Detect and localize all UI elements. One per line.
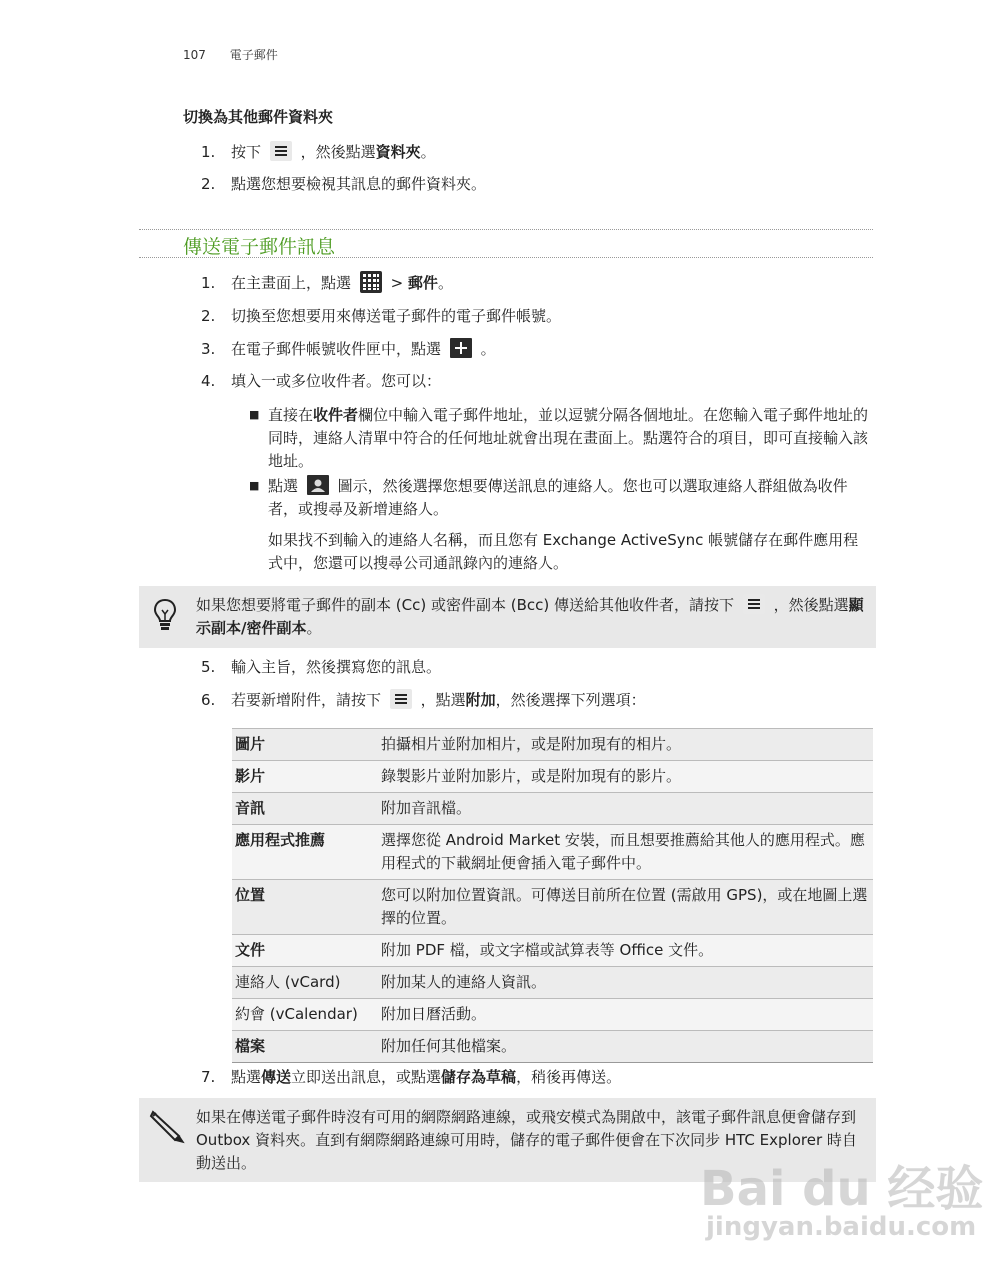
bullet-text-pre: 直接在 bbox=[268, 406, 314, 424]
baidu-watermark-url: jingyan.baidu.com bbox=[706, 1212, 977, 1242]
step-number: 6. bbox=[201, 691, 216, 709]
step-text: 立即送出訊息，或點選 bbox=[291, 1068, 442, 1086]
bullet-text-post: 圖示，然後選擇您想要傳送訊息的連絡人。您也可以選取連絡人群組做為收件者，或搜尋及新增連絡人。 bbox=[268, 477, 848, 518]
bullet-text bbox=[268, 475, 872, 521]
switch-folder-title: 切換為其他郵件資料夾 bbox=[183, 108, 334, 126]
section-title: 傳送電子郵件訊息 bbox=[183, 236, 336, 258]
step-text: ，然後點選 bbox=[300, 143, 376, 161]
step-text: 按下 bbox=[231, 143, 262, 161]
step-text: > bbox=[390, 274, 408, 292]
send-step-1 bbox=[0, 272, 989, 296]
step-bold: 附加 bbox=[465, 691, 496, 709]
option-key: 連絡人 (vCard) bbox=[232, 967, 378, 999]
send-step-4 bbox=[0, 370, 989, 394]
step-number: 2. bbox=[201, 175, 216, 193]
step-number: 3. bbox=[201, 340, 216, 358]
option-key: 音訊 bbox=[232, 793, 378, 825]
option-description: 附加日曆活動。 bbox=[378, 999, 873, 1031]
send-step-6 bbox=[0, 689, 989, 713]
option-description: 附加 PDF 檔，或文字檔或試算表等 Office 文件。 bbox=[378, 935, 873, 967]
option-description: 拍攝相片並附加相片，或是附加現有的相片。 bbox=[378, 729, 873, 761]
option-row bbox=[232, 935, 873, 967]
step-text: 填入一或多位收件者。您可以： bbox=[231, 372, 442, 390]
step-text: 在電子郵件帳號收件匣中，點選 bbox=[231, 340, 442, 358]
switch-step-1 bbox=[0, 141, 989, 165]
bullet-marker: ■ bbox=[249, 479, 260, 492]
note-text: 如果在傳送電子郵件時沒有可用的網際網路連線，或飛安模式為開啟中，該電子郵件訊息便會儲存到 Outbox 資料夾。直到有網際網路連線可用時，儲存的電子郵件便會在下次同步 HTC Explorer 時自動送出。 bbox=[196, 1108, 857, 1172]
step-number: 4. bbox=[201, 372, 216, 390]
send-step-3 bbox=[0, 338, 989, 362]
tip-text-pre: 如果您想要將電子郵件的副本 (Cc) 或密件副本 (Bcc) 傳送給其他收件者，請按下 bbox=[196, 596, 734, 614]
option-key: 影片 bbox=[232, 761, 378, 793]
lightbulb-icon bbox=[153, 598, 177, 632]
option-key: 應用程式推薦 bbox=[232, 825, 378, 880]
step-number: 7. bbox=[201, 1068, 216, 1086]
step-text: ，點選 bbox=[420, 691, 466, 709]
step-bold: 資料夾 bbox=[375, 143, 421, 161]
attachment-options-table bbox=[232, 728, 873, 1063]
step-text: 點選 bbox=[231, 1068, 262, 1086]
option-row bbox=[232, 761, 873, 793]
option-row bbox=[232, 999, 873, 1031]
option-key: 位置 bbox=[232, 880, 378, 935]
step-text: ，稍後再傳送。 bbox=[516, 1068, 622, 1086]
option-description: 附加音訊檔。 bbox=[378, 793, 873, 825]
step-text: 若要新增附件，請按下 bbox=[231, 691, 382, 709]
step-text: 點選您想要檢視其訊息的郵件資料夾。 bbox=[231, 175, 487, 193]
step-number: 5. bbox=[201, 658, 216, 676]
send-step-5 bbox=[0, 656, 989, 680]
step-number: 1. bbox=[201, 143, 216, 161]
contact-icon bbox=[307, 475, 329, 495]
send-step-2 bbox=[0, 305, 989, 329]
step-text: 。 bbox=[420, 143, 436, 161]
menu-icon bbox=[270, 141, 292, 161]
option-row bbox=[232, 880, 873, 935]
step-text: 在主畫面上，點選 bbox=[231, 274, 352, 292]
option-key: 檔案 bbox=[232, 1031, 378, 1063]
option-description: 附加某人的連絡人資訊。 bbox=[378, 967, 873, 999]
apps-grid-icon bbox=[360, 271, 382, 293]
option-key: 文件 bbox=[232, 935, 378, 967]
pencil-icon bbox=[149, 1108, 185, 1144]
option-row bbox=[232, 793, 873, 825]
option-row bbox=[232, 729, 873, 761]
section-divider-top bbox=[139, 229, 873, 230]
option-key: 圖片 bbox=[232, 729, 378, 761]
baidu-watermark-logo: Bai du 经验 bbox=[700, 1161, 984, 1217]
option-row bbox=[232, 825, 873, 880]
bullet-text-pre: 點選 bbox=[268, 477, 299, 495]
option-key: 約會 (vCalendar) bbox=[232, 999, 378, 1031]
step-bold: 儲存為草稿 bbox=[441, 1068, 517, 1086]
page-header bbox=[183, 46, 278, 63]
step-number: 1. bbox=[201, 274, 216, 292]
step-text: 切換至您想要用來傳送電子郵件的電子郵件帳號。 bbox=[231, 307, 562, 325]
tip-text-end: 。 bbox=[306, 619, 322, 637]
send-step-7 bbox=[0, 1066, 989, 1090]
step-bold: 傳送 bbox=[261, 1068, 292, 1086]
option-row bbox=[232, 967, 873, 999]
bullet-item-1 bbox=[0, 404, 989, 476]
bullet-text-post: 欄位中輸入電子郵件地址，並以逗號分隔各個地址。在您輸入電子郵件地址的同時，連絡人清單中符合的任何地址就會出現在畫面上。點選符合的項目，即可直接輸入該地址。 bbox=[268, 406, 869, 470]
switch-step-2 bbox=[0, 173, 989, 197]
step-bold: 郵件 bbox=[407, 274, 438, 292]
menu-icon bbox=[390, 689, 412, 709]
option-description: 附加任何其他檔案。 bbox=[378, 1031, 873, 1063]
step-text: 。 bbox=[437, 274, 453, 292]
option-description: 您可以附加位置資訊。可傳送目前所在位置 (需啟用 GPS)，或在地圖上選擇的位置。 bbox=[378, 880, 873, 935]
bullet-extra-paragraph: 如果找不到輸入的連絡人名稱，而且您有 Exchange ActiveSync 帳號儲存在郵件應用程式中，您還可以搜尋公司通訊錄內的連絡人。 bbox=[268, 531, 859, 572]
step-text: ，然後選擇下列選項： bbox=[495, 691, 646, 709]
option-description: 錄製影片並附加影片，或是附加現有的影片。 bbox=[378, 761, 873, 793]
option-row bbox=[232, 1031, 873, 1063]
menu-icon bbox=[743, 594, 765, 614]
section-divider-bottom bbox=[139, 257, 873, 258]
bullet-marker: ■ bbox=[249, 408, 260, 421]
tip-text bbox=[196, 594, 864, 640]
option-description: 選擇您從 Android Market 安裝，而且想要推薦給其他人的應用程式。應用程式的下載網址便會插入電子郵件中。 bbox=[378, 825, 873, 880]
bullet-bold: 收件者 bbox=[313, 406, 359, 424]
chapter-title: 電子郵件 bbox=[229, 48, 278, 62]
tip-box bbox=[139, 586, 876, 648]
step-text: 輸入主旨，然後撰寫您的訊息。 bbox=[231, 658, 442, 676]
step-text: 。 bbox=[480, 340, 496, 358]
bullet-item-2 bbox=[0, 475, 989, 525]
add-icon bbox=[450, 338, 472, 358]
bullet-text bbox=[268, 404, 872, 473]
page-number: 107 bbox=[183, 48, 206, 62]
tip-text-post: ，然後點選 bbox=[773, 596, 849, 614]
tip-bold: 顯示副本/密件副本 bbox=[196, 596, 864, 637]
step-number: 2. bbox=[201, 307, 216, 325]
